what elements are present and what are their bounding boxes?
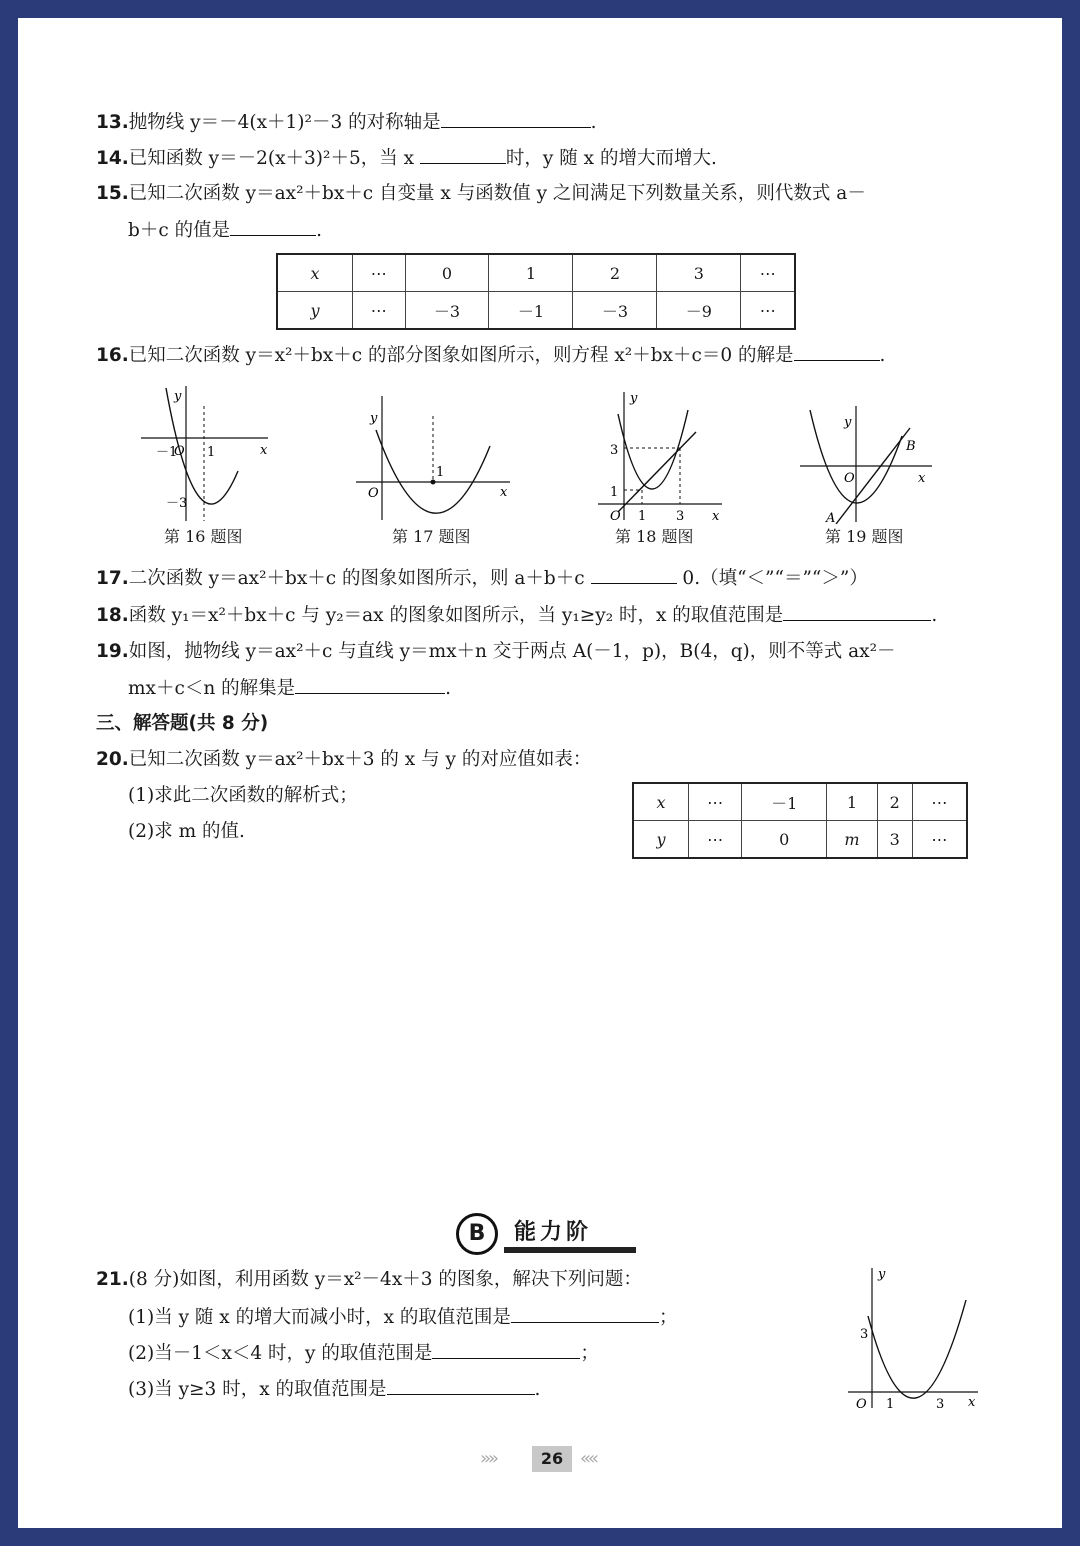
answer-blank[interactable]: [230, 217, 316, 236]
punct: .: [879, 345, 886, 366]
figure-16: [136, 376, 276, 524]
origin-label: O: [174, 444, 185, 459]
table-cell: ⋯: [353, 254, 406, 292]
worksheet-page: [18, 18, 1062, 1528]
question-15-line2: [128, 217, 322, 244]
question-number: 13.: [96, 112, 129, 133]
page-footer: [480, 1446, 610, 1472]
answer-blank[interactable]: [441, 109, 591, 128]
table-cell: 2: [573, 254, 657, 292]
answer-blank[interactable]: [783, 602, 931, 621]
figure-21: [844, 1264, 982, 1410]
tick-label: 1: [886, 1397, 895, 1410]
figure-19: [798, 392, 938, 524]
question-number: 21.: [96, 1269, 129, 1290]
question-text: 已知函数 y＝－2(x＋3)²＋5，当 x: [128, 148, 415, 169]
table-row: [277, 254, 795, 292]
question-19-line2: [128, 675, 451, 702]
point-label: B: [906, 439, 916, 454]
page-number: 26: [532, 1446, 572, 1472]
table-cell: ⋯: [912, 821, 967, 859]
y-label: y: [878, 1267, 886, 1282]
tick-label: －1: [156, 445, 178, 460]
question-number: 19.: [96, 641, 129, 662]
y-label: y: [174, 389, 182, 404]
question-text-2: 时，y 随 x 的增大而增大.: [505, 148, 717, 169]
question-number: 16.: [96, 345, 129, 366]
x-label: x: [500, 485, 508, 500]
title-underline: [504, 1247, 636, 1253]
answer-blank[interactable]: [432, 1340, 580, 1359]
origin-label: O: [368, 486, 379, 501]
origin-label: O: [856, 1397, 867, 1410]
question-21: [96, 1267, 642, 1293]
table-cell: 0: [742, 821, 827, 859]
answer-blank[interactable]: [420, 145, 506, 164]
q21-part2: [128, 1340, 599, 1367]
q21-part1: [128, 1304, 677, 1331]
y-label: y: [630, 391, 638, 406]
table-cell: ⋯: [689, 821, 742, 859]
x-label: x: [712, 509, 720, 524]
answer-blank[interactable]: [295, 675, 445, 694]
table-cell: －9: [657, 292, 741, 330]
table-cell: ⋯: [689, 783, 742, 821]
punct: .: [590, 112, 597, 133]
y-label: y: [844, 415, 852, 430]
tick-label: 3: [676, 509, 685, 524]
punct: .: [534, 1379, 541, 1400]
table-cell: －1: [742, 783, 827, 821]
table-cell: y: [633, 821, 689, 859]
figure-caption: 第 17 题图: [392, 527, 471, 546]
q15-table: [276, 253, 796, 330]
point-label: A: [826, 511, 836, 524]
tick-label: 3: [860, 1327, 869, 1342]
question-text: 已知二次函数 y＝ax²＋bx＋c 自变量 x 与函数值 y 之间满足下列数量关系，则代数式 a－: [128, 183, 866, 204]
question-20: [96, 747, 591, 773]
tick-label: －3: [166, 496, 188, 511]
question-text: mx＋c＜n 的解集是: [128, 678, 296, 699]
table-cell: －3: [405, 292, 489, 330]
part-text: (3)当 y≥3 时，x 的取值范围是: [128, 1379, 387, 1400]
question-text: 函数 y₁＝x²＋bx＋c 与 y₂＝ax 的图象如图所示，当 y₁≥y₂ 时，x 的取值范围是: [128, 605, 784, 626]
table-row: [277, 292, 795, 330]
question-18: [96, 602, 937, 629]
table-cell: 1: [489, 254, 573, 292]
question-number: 20.: [96, 749, 129, 770]
origin-label: O: [610, 509, 621, 524]
table-row: [633, 821, 967, 859]
question-15: [96, 181, 866, 207]
question-number: 14.: [96, 148, 129, 169]
question-text: 已知二次函数 y＝x²＋bx＋c 的部分图象如图所示，则方程 x²＋bx＋c＝0 的解是: [128, 345, 794, 366]
question-14: [96, 145, 717, 172]
table-cell: ⋯: [353, 292, 406, 330]
question-17: [96, 565, 868, 592]
tick-label: 3: [936, 1397, 945, 1410]
section-b-header: [456, 1211, 636, 1257]
q20-part1: (1)求此二次函数的解析式；: [128, 785, 358, 806]
table-cell: 2: [877, 783, 912, 821]
table-cell: 1: [827, 783, 878, 821]
table-cell: ⋯: [741, 254, 795, 292]
table-cell: 0: [405, 254, 489, 292]
section-heading: 三、解答题(共 8 分): [96, 713, 269, 734]
tick-label: 1: [436, 465, 445, 480]
answer-blank[interactable]: [387, 1376, 535, 1395]
question-text: 二次函数 y＝ax²＋bx＋c 的图象如图所示，则 a＋b＋c: [128, 568, 585, 589]
question-text: 已知二次函数 y＝ax²＋bx＋3 的 x 与 y 的对应值如表：: [128, 749, 592, 770]
figure-caption: 第 16 题图: [164, 527, 243, 546]
question-number: 15.: [96, 183, 129, 204]
question-text: 如图，抛物线 y＝ax²＋c 与直线 y＝mx＋n 交于两点 A(－1，p)，B(4，q)，则不等式 ax²－: [128, 641, 896, 662]
answer-blank[interactable]: [794, 342, 880, 361]
part-text: (2)当－1＜x＜4 时，y 的取值范围是: [128, 1343, 433, 1364]
question-number: 17.: [96, 568, 129, 589]
table-cell: 3: [877, 821, 912, 859]
section-badge: B: [456, 1213, 498, 1255]
question-text: b＋c 的值是: [128, 220, 231, 241]
x-label: x: [260, 443, 268, 458]
question-number: 18.: [96, 605, 129, 626]
punct: ；: [580, 1343, 599, 1364]
punct: .: [445, 678, 452, 699]
punct: .: [316, 220, 322, 241]
figure-17: [354, 388, 514, 524]
tick-label: 1: [638, 509, 647, 524]
question-16: [96, 342, 885, 369]
punct: ；: [658, 1307, 678, 1328]
table-cell: y: [277, 292, 353, 330]
answer-blank[interactable]: [591, 565, 677, 584]
table-cell: ⋯: [741, 292, 795, 330]
q20-table: [632, 782, 968, 859]
answer-blank[interactable]: [511, 1304, 659, 1323]
question-19: [96, 639, 896, 665]
table-row: [633, 783, 967, 821]
part-text: (1)当 y 随 x 的增大而减小时，x 的取值范围是: [128, 1307, 511, 1328]
figure-caption: 第 18 题图: [615, 527, 694, 546]
figure-18: [596, 386, 726, 524]
x-label: x: [968, 1395, 976, 1410]
table-cell: m: [827, 821, 878, 859]
x-label: x: [918, 471, 926, 486]
question-text: (8 分)如图，利用函数 y＝x²－4x＋3 的图象，解决下列问题：: [128, 1269, 642, 1290]
table-cell: ⋯: [912, 783, 967, 821]
chevron-left-icon: ««: [580, 1448, 597, 1469]
figure-caption: 第 19 题图: [825, 527, 904, 546]
section-title: 能力阶: [514, 1220, 593, 1245]
question-text-2: 0.（填“＜”“＝”“＞”）: [682, 568, 868, 589]
table-cell: －1: [489, 292, 573, 330]
chevron-right-icon: »»: [480, 1448, 497, 1469]
punct: .: [931, 605, 938, 626]
origin-label: O: [844, 471, 855, 486]
tick-label: 1: [610, 485, 619, 500]
tick-label: 1: [207, 445, 216, 460]
table-cell: x: [277, 254, 353, 292]
question-13: [96, 109, 596, 136]
table-cell: －3: [573, 292, 657, 330]
q20-part2: (2)求 m 的值.: [128, 821, 245, 842]
table-cell: x: [633, 783, 689, 821]
y-label: y: [370, 411, 378, 426]
q21-part3: [128, 1376, 540, 1403]
table-cell: 3: [657, 254, 741, 292]
tick-label: 3: [610, 443, 619, 458]
question-text: 抛物线 y＝－4(x＋1)²－3 的对称轴是: [128, 112, 441, 133]
